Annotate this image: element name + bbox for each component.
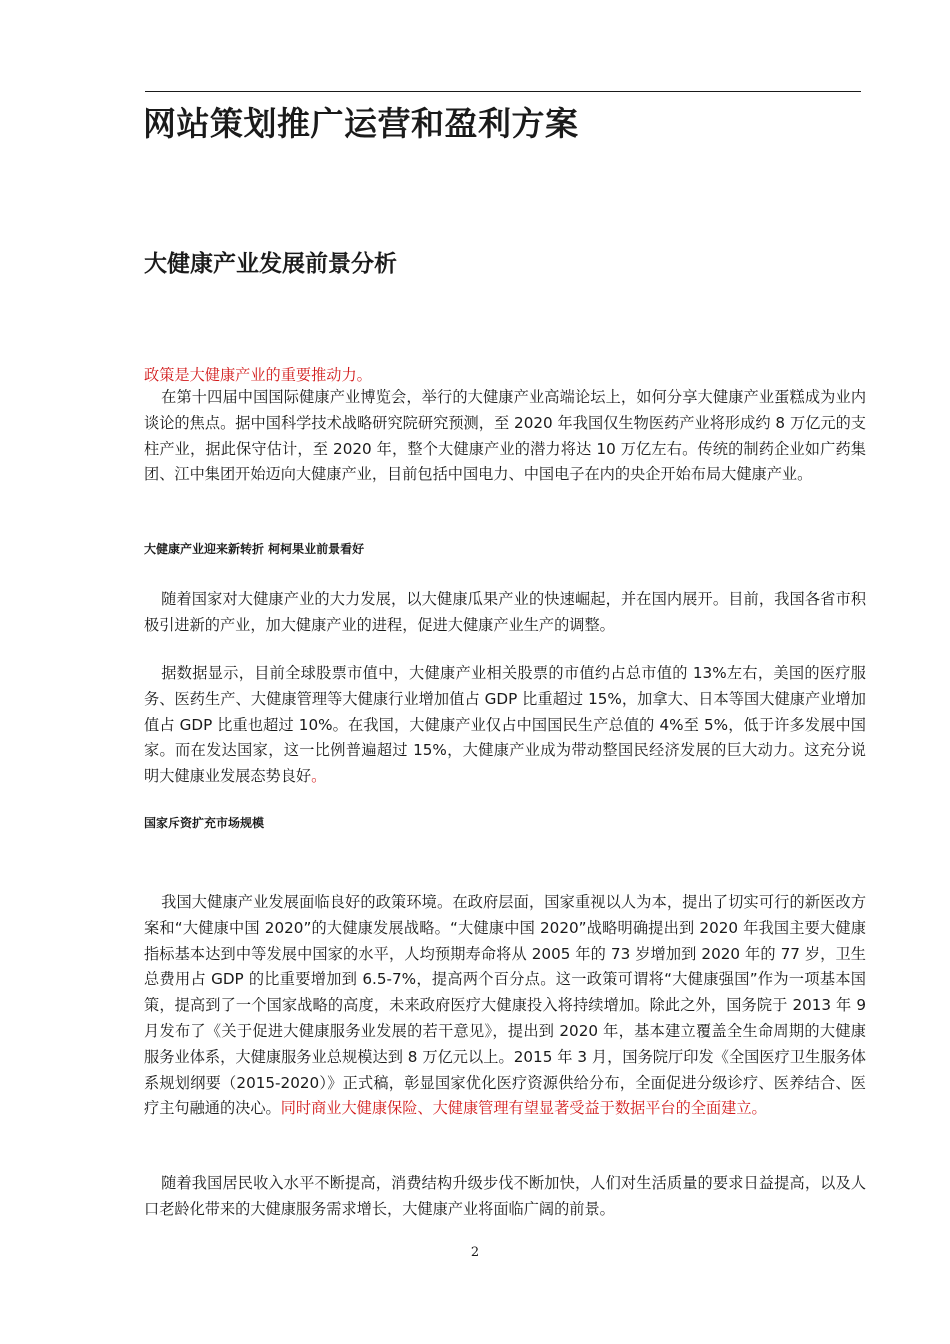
section-title: 大健康产业发展前景分析 (144, 251, 397, 277)
paragraph-2 (144, 587, 866, 639)
paragraph-3-text: 据数据显示，目前全球股票市值中，大健康产业相关股票的市值约占总市值的 13%左右，美国的医疗服务、医药生产、大健康管理等大健康行业增加值占 GDP 比重超过 15%，加拿大、日本等国大健康产业增加值占 GDP 比重也超过 10%。在我国，大健康产业仅占中国国民生产总值的 4%至 5%，低于许多发展中国家。而在发达国家，这一比例普遍超过 15%，大健康产业成为带动整国民经济发展的巨大动力。这充分说明大健康业发展态势良好 (144, 664, 866, 786)
paragraph-4-text: 我国大健康产业发展面临良好的政策环境。在政府层面，国家重视以人为本，提出了切实可行的新医改方案和“大健康中国 2020”的大健康发展战略。“大健康中国 2020”战略明确提出到 2020 年我国主要大健康指标基本达到中等发展中国家的水平，人均预期寿命将从 2005 年的 73 岁增加到 2020 年的 77 岁，卫生总费用占 GDP 的比重要增加到 6.5-7%，提高两个百分点。这一政策可谓将“大健康强国”作为一项基本国策，提高到了一个国家战略的高度，未来政府医疗大健康投入将持续增加。除此之外，国务院于 2013 年 9 月发布了《关于促进大健康服务业发展的若干意见》，提出到 2020 年，基本建立覆盖全生命周期的大健康服务业体系，大健康服务业总规模达到 8 万亿元以上。2015 年 3 月，国务院厅印发《全国医疗卫生服务体系规划纲要（2015-2020）》正式稿，彰显国家优化医疗资源供给分布，全面促进分级诊疗、医养结合、医疗主句融通的决心。 (144, 893, 866, 1118)
page-number: 2 (470, 1245, 480, 1260)
document-title: 网站策划推广运营和盈利方案 (143, 104, 579, 143)
paragraph-4-red-text: 同时商业大健康保险、大健康管理有望显著受益于数据平台的全面建立。 (280, 1099, 767, 1118)
paragraph-3 (144, 661, 866, 790)
lead-highlight: 政策是大健康产业的重要推动力。 (144, 366, 372, 384)
paragraph-1-text: 在第十四届中国国际健康产业博览会，举行的大健康产业高端论坛上，如何分享大健康产业蛋糕成为业内谈论的焦点。据中国科学技术战略研究院研究预测，至 2020 年我国仅生物医药产业将形成约 8 万亿元的支柱产业，据此保守估计，至 2020 年，整个大健康产业的潜力将达 10 万亿左右。传统的制药企业如广药集团、江中集团开始迈向大健康产业，目前包括中国电力、中国电子在内的央企开始布局大健康产业。 (144, 388, 866, 484)
paragraph-2-text: 随着国家对大健康产业的大力发展，以大健康瓜果产业的快速崛起，并在国内展开。目前，我国各省市积极引进新的产业，加大健康产业的进程，促进大健康产业生产的调整。 (144, 590, 866, 634)
subheading-2: 国家斥资扩充市场规模 (144, 816, 265, 830)
paragraph-4 (144, 890, 866, 1122)
paragraph-5 (144, 1171, 866, 1223)
header-rule (145, 91, 861, 92)
paragraph-1 (144, 385, 866, 488)
paragraph-3-red-end: 。 (311, 767, 327, 786)
subheading-1: 大健康产业迎来新转折 柯柯果业前景看好 (144, 542, 365, 556)
paragraph-5-text: 随着我国居民收入水平不断提高，消费结构升级步伐不断加快，人们对生活质量的要求日益提高，以及人口老龄化带来的大健康服务需求增长，大健康产业将面临广阔的前景。 (144, 1174, 866, 1218)
